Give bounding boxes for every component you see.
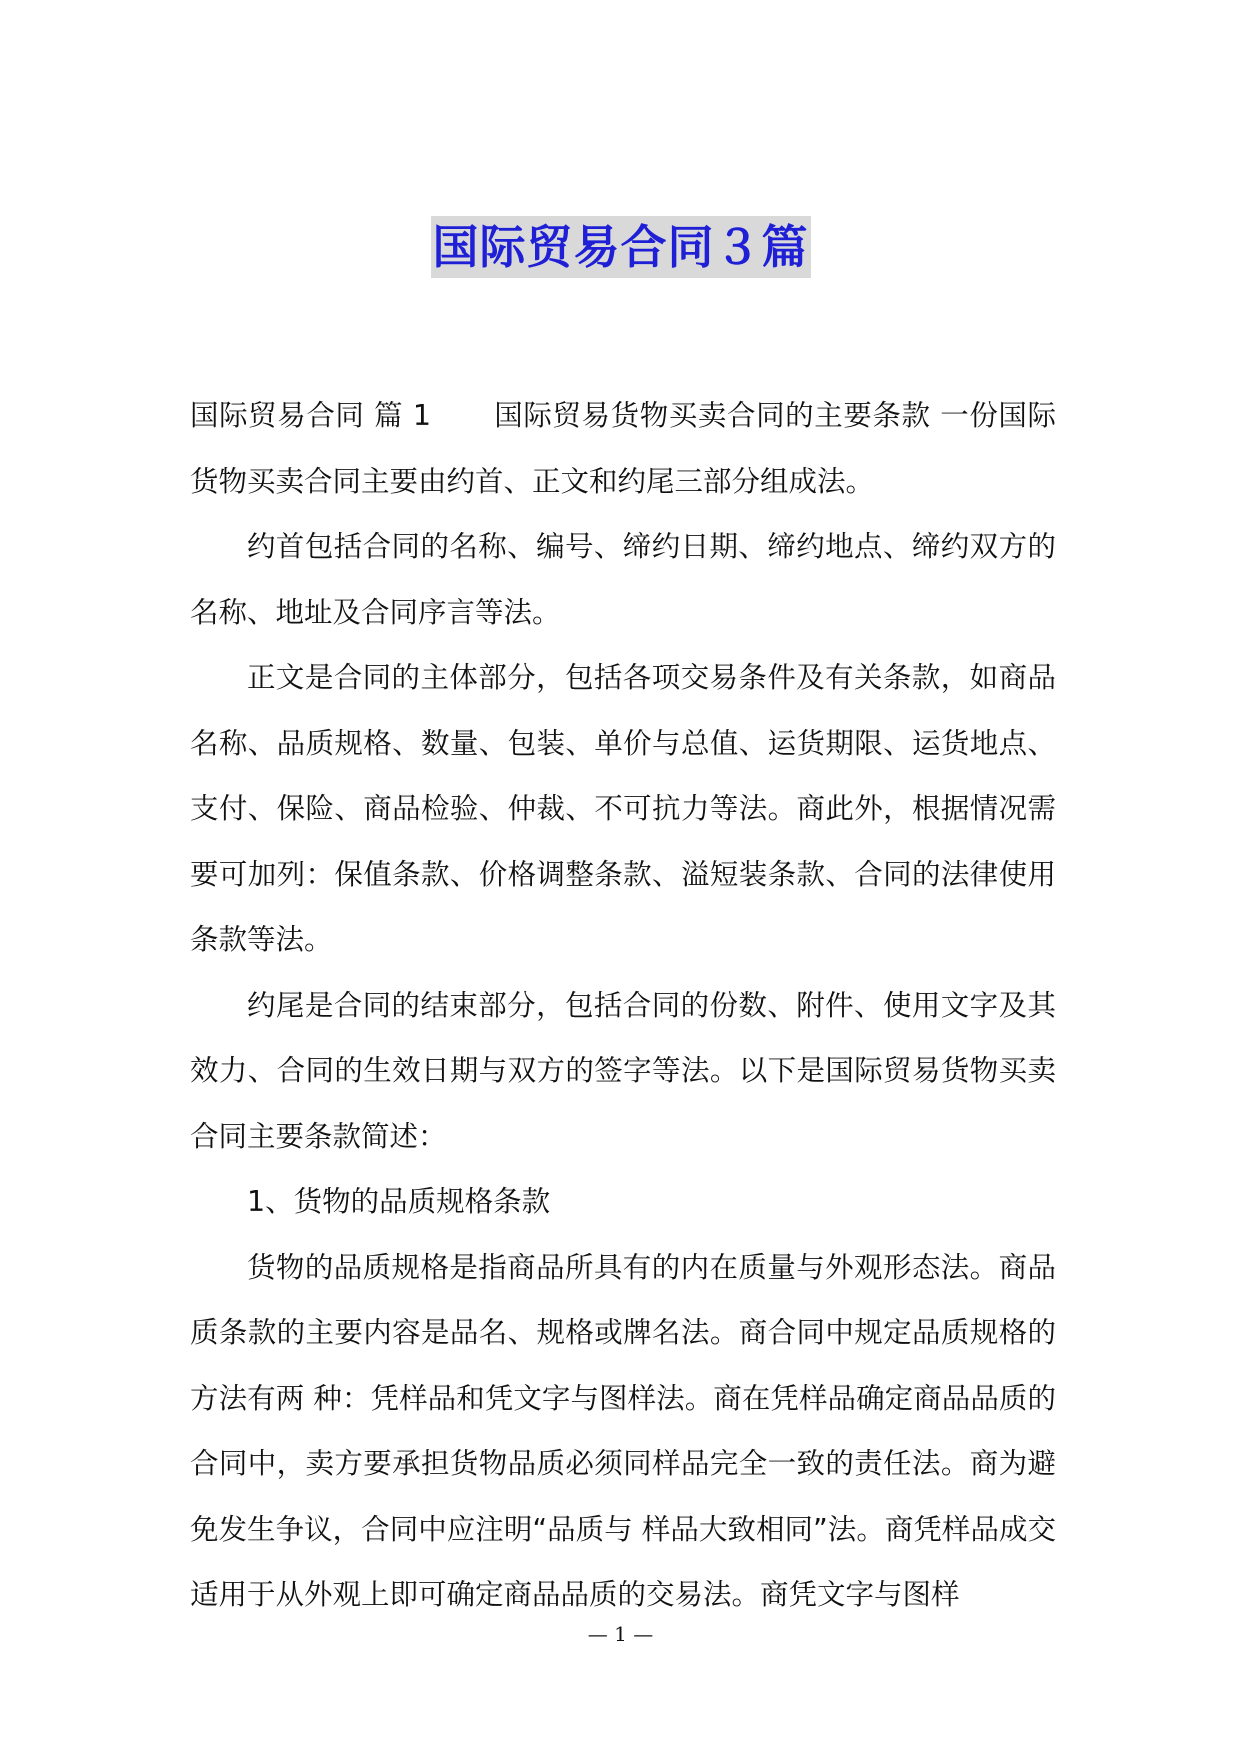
paragraph-main-body: 正文是合同的主体部分，包括各项交易条件及有关条款，如商品名称、品质规格、数量、包装、单价与总值、运货期限、运货地点、支付、保险、商品检验、仲裁、不可抗力等法。商此外，根据情况需要可加列：保值条款、价格调整条款、溢短装条款、合同的法律使用条款等法。 [190,661,1056,956]
first-paragraph [190,383,1056,514]
first-paragraph-text: 国际贸易货物买卖合同的主要条款 一份国际货物买卖合同主要由约首、正文和约尾三部分组成法。 [190,399,1056,498]
paragraph-closing: 约尾是合同的结束部分，包括合同的份数、附件、使用文字及其效力、合同的生效日期与双方的签字等法。以下是国际贸易货物买卖合同主要条款简述： [190,988,1056,1153]
paragraph-quality-clause: 货物的品质规格是指商品所具有的内在质量与外观形态法。商品质条款的主要内容是品名、规格或牌名法。商合同中规定品质规格的方法有两 种：凭样品和凭文字与图样法。商在凭样品确定商品品质的合同中，卖方要承担货物品质必须同样品完全一致的责任法。商为避免发生争议，合同中应注明“品质与 样品大致相同”法。商凭样品成交适用于从外观上即可确定商品品质的交易法。商凭文字与图样 [190,1250,1056,1611]
title-container [0,216,1241,278]
paragraph-preamble: 约首包括合同的名称、编号、缔约日期、缔约地点、缔约双方的名称、地址及合同序言等法。 [190,530,1056,629]
subheading-quality-clause: 1、货物的品质规格条款 [247,1185,551,1218]
page-number: — 1 — [587,1622,654,1646]
section-heading: 国际贸易合同 篇 1 [190,399,432,432]
document-title: 国际贸易合同３篇 [431,216,811,278]
document-body [190,383,1056,1628]
